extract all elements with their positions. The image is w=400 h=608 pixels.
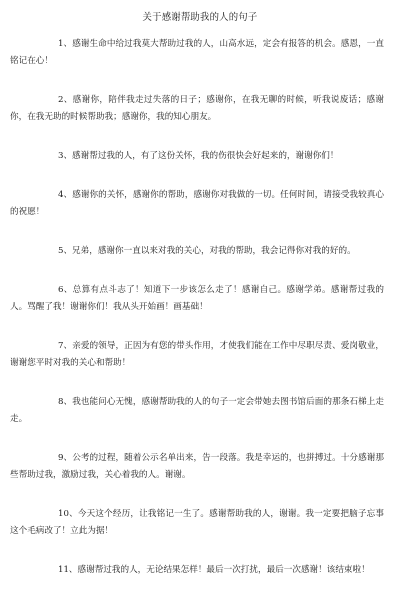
sentence-item-5: 5、兄弟，感谢你一直以来对我的关心，对我的帮助，我会记得你对我的好的。 xyxy=(58,246,356,256)
sentence-list xyxy=(10,36,390,579)
sentence-item-3: 3、感谢帮过我的人，有了这份关怀，我的伤很快会好起来的，谢谢你们！ xyxy=(58,151,339,161)
sentence-item-11: 11、感谢帮过我的人，无论结果怎样！最后一次打扰，最后一次感谢！该结束啦！ xyxy=(58,565,370,575)
sentence-item-4: 4、感谢你的关怀，感谢你的帮助，感谢你对我做的一切。任何时间，请接受我较真心的祝愿！ xyxy=(10,190,384,217)
sentence-item-1: 1、感谢生命中给过我莫大帮助过我的人，山高水远，定会有报答的机会。感恩，一直铭记在心！ xyxy=(10,39,384,66)
sentence-item-9: 9、公考的过程，随着公示名单出来，告一段落。我是幸运的，也拼搏过。十分感谢那些帮助过我，激励过我，关心着我的人。谢谢。 xyxy=(10,453,384,480)
document-title: 关于感谢帮助我的人的句子 xyxy=(142,12,258,23)
sentence-item-7: 7、亲爱的领导，正因为有您的带头作用，才使我们能在工作中尽职尽责、爱岗敬业，谢谢您平时对我的关心和帮助！ xyxy=(10,341,384,368)
sentence-item-10: 10、今天这个经历，让我铭记一生了。感谢帮助我的人，谢谢。我一定要把脑子忘事这个毛病改了！立此为据！ xyxy=(10,509,384,536)
sentence-item-6: 6、总算有点斗志了！知道下一步该怎么走了！感谢自己。感谢学弟。感谢帮过我的人。骂醒了我！谢谢你们！我从头开始画！画基础！ xyxy=(10,285,384,312)
sentence-item-2: 2、感谢你，陪伴我走过失落的日子；感谢你，在我无聊的时候，听我说废话；感谢你，在我无助的时候帮助我；感谢你，我的知心朋友。 xyxy=(10,95,384,122)
sentence-item-8: 8、我也能问心无愧，感谢帮助我的人的句子一定会带她去图书馆后面的那条石梯上走走。 xyxy=(10,397,384,424)
